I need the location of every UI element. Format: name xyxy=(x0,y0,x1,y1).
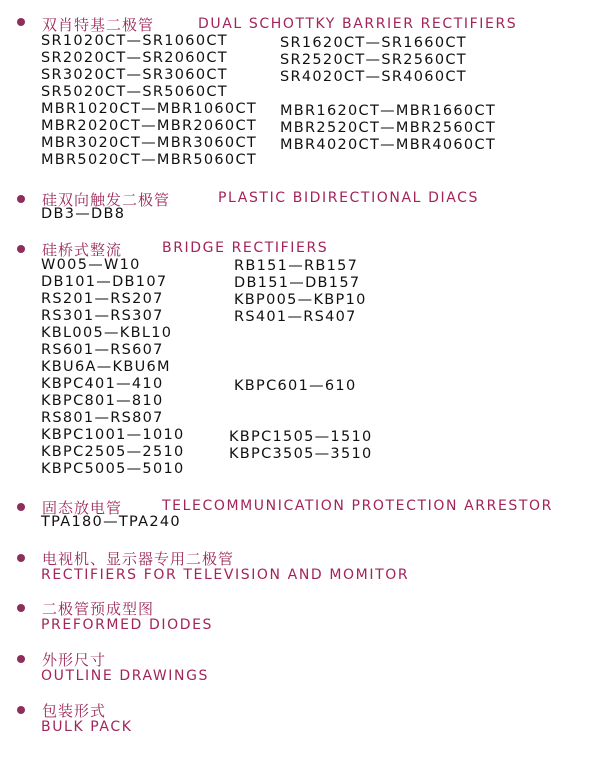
list-item: KBPC601—610 xyxy=(234,378,357,394)
part-list-left xyxy=(41,514,181,531)
list-item: RS601—RS607 xyxy=(41,342,164,358)
bullet-icon xyxy=(17,245,25,253)
heading-en: BULK PACK xyxy=(41,719,133,735)
part-list-left xyxy=(41,206,125,223)
list-item: RS201—RS207 xyxy=(41,291,164,307)
part-list-left xyxy=(41,33,257,169)
bullet-icon xyxy=(17,503,25,511)
heading-cn: 硅双向触发二极管 xyxy=(42,191,171,209)
list-item: RS401—RS407 xyxy=(234,309,357,325)
list-item: KBP005—KBP10 xyxy=(234,292,367,308)
list-item: SR1620CT—SR1660CT xyxy=(280,35,467,51)
list-item: SR2020CT—SR2060CT xyxy=(41,50,228,66)
list-item: RB151—RB157 xyxy=(234,258,359,274)
heading-en: TELECOMMUNICATION PROTECTION ARRESTOR xyxy=(162,498,553,514)
list-item: KBPC3505—3510 xyxy=(229,446,373,462)
heading-cn: 硅桥式整流 xyxy=(42,241,123,259)
list-item: RS801—RS807 xyxy=(41,410,164,426)
list-item: KBPC5005—5010 xyxy=(41,461,185,477)
list-item: KBPC1505—1510 xyxy=(229,429,373,445)
heading-cn: 电视机、显示器专用二极管 xyxy=(42,550,235,568)
list-item: MBR3020CT—MBR3060CT xyxy=(41,135,258,151)
list-item: KBPC401—410 xyxy=(41,376,164,392)
heading-en: PLASTIC BIDIRECTIONAL DIACS xyxy=(218,190,480,206)
list-item: SR4020CT—SR4060CT xyxy=(280,69,467,85)
part-list-right xyxy=(234,258,367,326)
heading-en: PREFORMED DIODES xyxy=(41,617,214,633)
part-list-right xyxy=(280,35,496,154)
bullet-icon xyxy=(17,554,25,562)
heading-en: RECTIFIERS FOR TELEVISION AND MOMITOR xyxy=(41,567,410,583)
list-item: MBR1620CT—MBR1660CT xyxy=(280,103,497,119)
list-item: SR5020CT—SR5060CT xyxy=(41,84,228,100)
heading-en: DUAL SCHOTTKY BARRIER RECTIFIERS xyxy=(198,16,518,32)
list-item: MBR2020CT—MBR2060CT xyxy=(41,118,258,134)
heading-cn: 包装形式 xyxy=(42,702,107,720)
part-list-left xyxy=(41,257,185,478)
part-list-right xyxy=(234,378,356,395)
bullet-icon xyxy=(17,604,25,612)
list-item: DB151—DB157 xyxy=(234,275,361,291)
list-item: SR1020CT—SR1060CT xyxy=(41,33,228,49)
heading-en: BRIDGE RECTIFIERS xyxy=(162,240,329,256)
heading-cn: 二极管预成型图 xyxy=(42,600,155,618)
list-item: W005—W10 xyxy=(41,257,141,273)
list-item: SR3020CT—SR3060CT xyxy=(41,67,228,83)
list-item: SR2520CT—SR2560CT xyxy=(280,52,467,68)
bullet-icon xyxy=(17,195,25,203)
bullet-icon xyxy=(17,655,25,663)
list-item: KBL005—KBL10 xyxy=(41,325,173,341)
heading-cn: 外形尺寸 xyxy=(42,651,107,669)
bullet-icon xyxy=(17,706,25,714)
list-item xyxy=(280,86,496,103)
list-item: DB3—DB8 xyxy=(41,206,126,222)
list-item: MBR5020CT—MBR5060CT xyxy=(41,152,258,168)
list-item: DB101—DB107 xyxy=(41,274,168,290)
list-item: TPA180—TPA240 xyxy=(41,514,181,530)
heading-cn: 固态放电管 xyxy=(42,499,123,517)
list-item: RS301—RS307 xyxy=(41,308,164,324)
list-item: KBU6A—KBU6M xyxy=(41,359,171,375)
list-item: MBR4020CT—MBR4060CT xyxy=(280,137,497,153)
heading-en: OUTLINE DRAWINGS xyxy=(41,668,210,684)
list-item: MBR2520CT—MBR2560CT xyxy=(280,120,497,136)
list-item: KBPC2505—2510 xyxy=(41,444,185,460)
list-item: KBPC1001—1010 xyxy=(41,427,185,443)
part-list-right xyxy=(229,429,373,463)
heading-cn: 双肖特基二极管 xyxy=(42,16,155,34)
list-item: KBPC801—810 xyxy=(41,393,164,409)
bullet-icon xyxy=(17,18,25,26)
list-item: MBR1020CT—MBR1060CT xyxy=(41,101,258,117)
